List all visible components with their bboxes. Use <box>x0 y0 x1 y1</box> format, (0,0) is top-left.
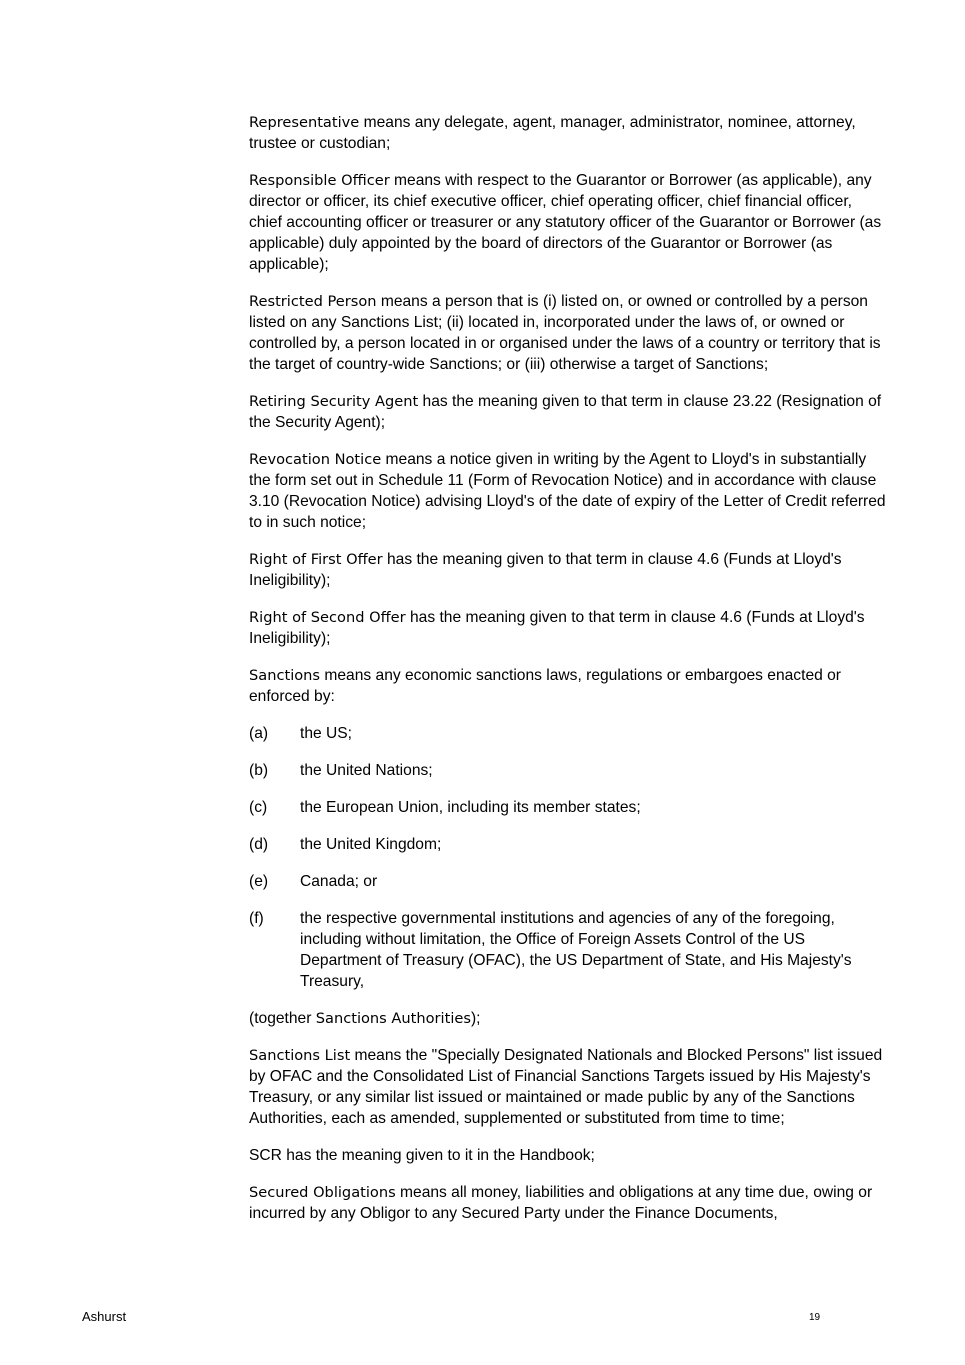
defined-term: Sanctions Authorities <box>315 1010 471 1027</box>
definition-responsible-officer <box>249 170 889 275</box>
list-item-text: the United Nations; <box>300 762 433 779</box>
definition-text: has the meaning given to that term in clause 23.22 (Resignation of the Security Agent); <box>249 393 882 431</box>
defined-term: Sanctions <box>249 667 321 684</box>
definition-text: SCR has the meaning given to it in the Handbook; <box>249 1147 595 1164</box>
list-item-text: the respective governmental institutions and agencies of any of the foregoing, including without limitation, the Office of Foreign Assets Control of the US Department of Treasury (OFAC), the US Department of State, and His Majesty's Treasury, <box>300 910 852 990</box>
definition-representative <box>249 112 889 154</box>
list-item-label: (e) <box>249 873 269 890</box>
definition-right-of-second-offer <box>249 607 889 649</box>
definition-text: means the "Specially Designated Nationals and Blocked Persons" list issued by OFAC and the Consolidated List of Financial Sanctions Targets issued by His Majesty's Treasury, or any similar list issued or maintained or made public by any of the Sanctions Authorities, each as amended, supplemented or substituted from time to time; <box>249 1047 883 1127</box>
defined-term: Restricted Person <box>249 293 377 310</box>
together-suffix: ); <box>470 1010 481 1027</box>
defined-term: Right of First Offer <box>249 551 383 568</box>
definition-text: has the meaning given to that term in clause 4.6 (Funds at Lloyd's Ineligibility); <box>249 609 865 647</box>
definition-scr <box>249 1145 889 1166</box>
list-item-text: Canada; or <box>300 873 378 890</box>
list-item-label: (d) <box>249 836 269 853</box>
list-item-label: (a) <box>249 725 269 742</box>
defined-term: Revocation Notice <box>249 451 382 468</box>
defined-term: Representative <box>249 114 360 131</box>
definition-restricted-person <box>249 291 889 375</box>
definition-text: means a person that is (i) listed on, or owned or controlled by a person listed on any Sanctions List; (ii) located in, incorporated under the laws of, or owned or controlled by, a person located in or organised under the laws of a country or territory that is the target of country-wide Sanctions; or (iii) otherwise a target of Sanctions; <box>249 293 881 373</box>
definition-text: means all money, liabilities and obligations at any time due, owing or incurred by any Obligor to any Secured Party under the Finance Documents, <box>249 1184 873 1222</box>
list-item-text: the United Kingdom; <box>300 836 442 853</box>
list-item <box>249 723 889 744</box>
definition-text: means any economic sanctions laws, regulations or embargoes enacted or enforced by: <box>249 667 841 705</box>
defined-term: Sanctions List <box>249 1047 351 1064</box>
definition-text: has the meaning given to that term in clause 4.6 (Funds at Lloyd's Ineligibility); <box>249 551 842 589</box>
together-prefix: (together <box>249 1010 316 1027</box>
definition-text: means with respect to the Guarantor or Borrower (as applicable), any director or officer, its chief executive officer, chief operating officer, chief financial officer, chief accounting officer or treasurer or any statutory officer of the Guarantor or Borrower (as applicable) duly appointed by the board of directors of the Guarantor or Borrower (as applicable); <box>249 172 882 273</box>
list-item-label: (b) <box>249 762 269 779</box>
definition-right-of-first-offer <box>249 549 889 591</box>
list-item-text: the US; <box>300 725 353 742</box>
list-item <box>249 908 889 992</box>
list-item <box>249 760 889 781</box>
document-body <box>249 112 889 1240</box>
list-item <box>249 834 889 855</box>
defined-term: Right of Second Offer <box>249 609 406 626</box>
definition-secured-obligations <box>249 1182 889 1224</box>
list-item-text: the European Union, including its member states; <box>300 799 641 816</box>
page-number: 19 <box>809 1312 821 1323</box>
list-item-label: (f) <box>249 910 264 927</box>
definition-sanctions <box>249 665 889 707</box>
footer-firm-name: Ashurst <box>82 1309 127 1324</box>
list-item <box>249 871 889 892</box>
defined-term: Secured Obligations <box>249 1184 396 1201</box>
definition-text: means any delegate, agent, manager, administrator, nominee, attorney, trustee or custodian; <box>249 114 856 152</box>
definition-retiring-security-agent <box>249 391 889 433</box>
definition-sanctions-list <box>249 1045 889 1129</box>
definition-revocation-notice <box>249 449 889 533</box>
definition-text: means a notice given in writing by the Agent to Lloyd's in substantially the form set out in Schedule 11 (Form of Revocation Notice) and in accordance with clause 3.10 (Revocation Notice) advising Lloyd's of the date of expiry of the Letter of Credit referred to in such notice; <box>249 451 886 531</box>
defined-term: Retiring Security Agent <box>249 393 419 410</box>
together-sanctions-authorities <box>249 1008 889 1029</box>
list-item <box>249 797 889 818</box>
list-item-label: (c) <box>249 799 268 816</box>
defined-term: Responsible Officer <box>249 172 390 189</box>
